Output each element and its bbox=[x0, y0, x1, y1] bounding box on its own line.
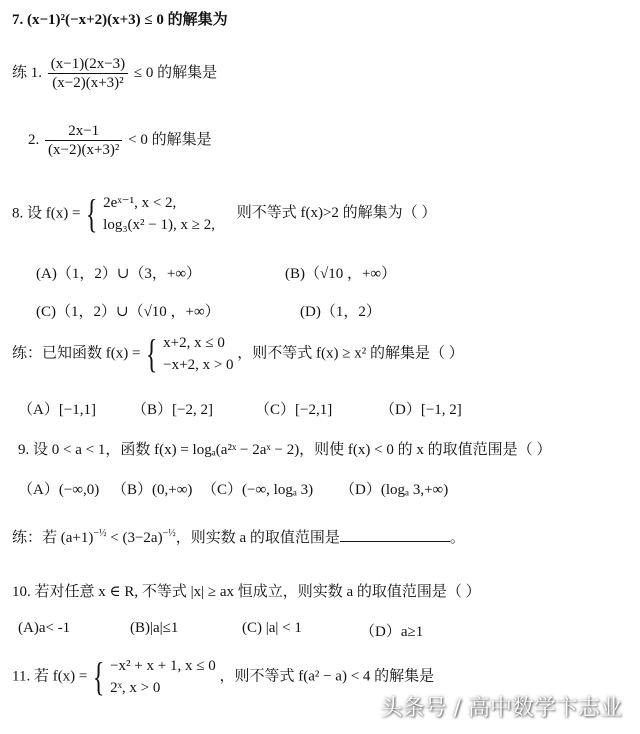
exercise-2-condition: < 0 的解集是 bbox=[128, 131, 212, 148]
problem-8-label: 8. 设 f(x) = bbox=[12, 205, 81, 222]
exercise-3-question: ，则不等式 f(x) ≥ x² 的解集是（ ） bbox=[237, 345, 464, 362]
problem-8-option-c: (C)（1，2）∪（√10 ，+∞） bbox=[36, 304, 220, 320]
problem-8-option-b: (B)（√10 ，+∞） bbox=[285, 266, 397, 282]
problem-8-case-2: log₃(x² − 1), x ≥ 2, bbox=[103, 217, 215, 233]
problem-11-case-1: −x² + x + 1, x ≤ 0 bbox=[110, 658, 216, 674]
problem-11-question: ，则不等式 f(a² − a) < 4 的解集是 bbox=[219, 668, 435, 685]
exercise-3-case-2: −x+2, x > 0 bbox=[163, 357, 234, 373]
exercise-3-cases bbox=[163, 332, 233, 376]
answer-blank bbox=[340, 527, 450, 542]
problem-7: 7. (x−1)²(−x+2)(x+3) ≤ 0 的解集为 bbox=[12, 12, 228, 28]
exercise-1-label: 练 1. bbox=[12, 64, 43, 81]
left-brace-icon: { bbox=[92, 654, 105, 699]
exercise-2-fraction bbox=[45, 122, 122, 159]
problem-8-option-d: (D)（1，2） bbox=[300, 304, 381, 320]
exercise-1-denominator: (x−2)(x+3)² bbox=[52, 75, 124, 91]
problem-8-cases bbox=[103, 192, 215, 236]
problem-11 bbox=[12, 655, 434, 699]
exercise-1-fraction bbox=[48, 55, 128, 92]
exercise-3-label: 练：已知函数 f(x) = bbox=[12, 345, 141, 362]
exercise-1 bbox=[12, 55, 217, 92]
exercise-2-label: 2. bbox=[28, 131, 40, 148]
exercise-4-right-exponent: −½ bbox=[162, 528, 176, 539]
exercise-3-option-a: （A）[−1,1] bbox=[18, 402, 97, 418]
exercise-3 bbox=[12, 332, 464, 376]
problem-11-cases bbox=[110, 655, 216, 699]
exercise-4-question: ，则实数 a 的取值范围是 bbox=[175, 530, 340, 546]
problem-10: 10. 若对任意 x ∈ R, 不等式 |x| ≥ ax 恒成立，则实数 a 的取值范围是（ ） bbox=[12, 584, 481, 600]
watermark: 头条号 / 高中数学卞志业 bbox=[380, 696, 622, 721]
problem-10-option-a: (A)a< -1 bbox=[18, 620, 71, 636]
exercise-3-option-b: （B）[−2, 2] bbox=[132, 402, 213, 418]
exercise-4-end: 。 bbox=[449, 530, 465, 546]
left-brace-icon: { bbox=[86, 191, 98, 236]
problem-10-option-d: （D）a≥1 bbox=[360, 624, 424, 640]
problem-8-question: 则不等式 f(x)>2 的解集为（ ） bbox=[236, 205, 437, 222]
exercise-3-case-1: x+2, x ≤ 0 bbox=[163, 335, 225, 351]
exercise-2-denominator: (x−2)(x+3)² bbox=[48, 142, 120, 158]
problem-10-option-b: (B)|a|≤1 bbox=[130, 620, 179, 636]
exercise-4 bbox=[12, 526, 465, 547]
problem-9: 9. 设 0 < a < 1，函数 f(x) = logₐ(a²ˣ − 2aˣ − 2)，则使 f(x) < 0 的 x 的取值范围是（ ） bbox=[18, 442, 552, 458]
problem-10-option-c: (C) |a| < 1 bbox=[242, 620, 302, 636]
problem-9-option-c: （C）(−∞, logₐ 3) bbox=[202, 482, 314, 498]
exercise-1-numerator: (x−1)(2x−3) bbox=[48, 55, 128, 74]
problem-8-case-1: 2eˣ⁻¹, x < 2, bbox=[103, 195, 177, 211]
exercise-4-left-exponent: −½ bbox=[93, 528, 107, 539]
exercise-2-numerator: 2x−1 bbox=[45, 122, 122, 141]
exercise-3-option-c: （C）[−2,1] bbox=[255, 402, 333, 418]
left-brace-icon: { bbox=[146, 331, 158, 376]
exercise-4-right-base: < (3−2a) bbox=[106, 530, 163, 546]
problem-11-label: 11. 若 f(x) = bbox=[12, 668, 88, 685]
exercise-2 bbox=[28, 122, 212, 159]
problem-9-option-a: （A）(−∞,0) bbox=[18, 482, 100, 498]
problem-9-option-d: （D）(logₐ 3,+∞) bbox=[340, 482, 449, 498]
exercise-3-option-d: （D）[−1, 2] bbox=[380, 402, 462, 418]
problem-9-option-b: （B）(0,+∞) bbox=[112, 482, 193, 498]
exercise-1-condition: ≤ 0 的解集是 bbox=[133, 64, 218, 81]
problem-11-case-2: 2ˣ, x > 0 bbox=[110, 680, 161, 696]
exercise-4-left-base: 练：若 (a+1) bbox=[12, 530, 94, 546]
problem-8-option-a: (A)（1，2）∪（3，+∞） bbox=[36, 266, 202, 282]
problem-8 bbox=[12, 192, 436, 236]
